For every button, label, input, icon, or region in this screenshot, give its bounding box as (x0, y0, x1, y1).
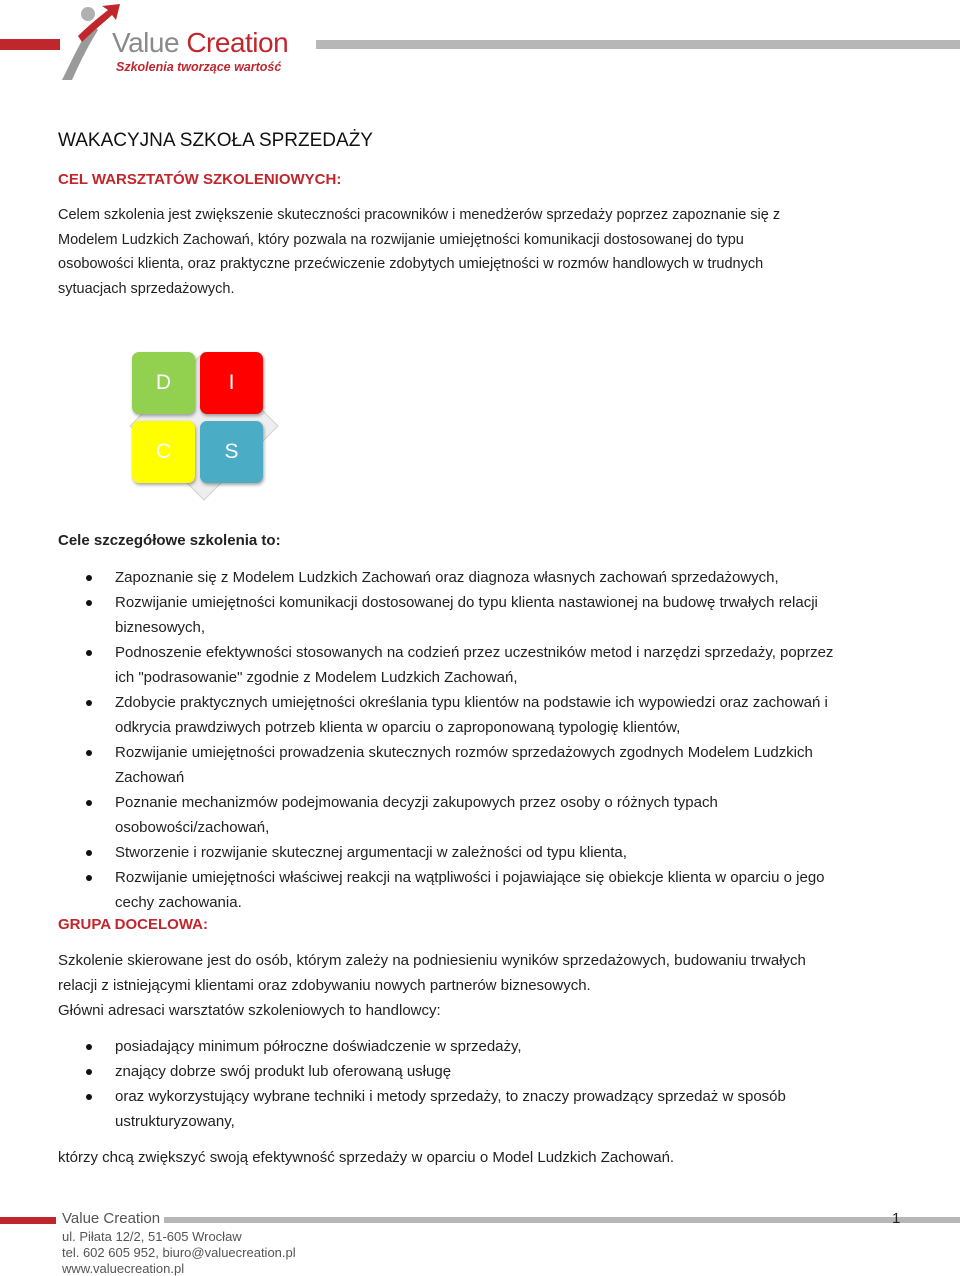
list-item (58, 565, 908, 590)
disc-i-quadrant (200, 352, 263, 414)
list-item (58, 740, 908, 790)
list-item-text: ich "podrasowanie" zgodnie z Modelem Ludzkich Zachowań, (115, 669, 518, 686)
list-item-text: znający dobrze swój produkt lub oferowaną usługę (115, 1063, 452, 1080)
bullet-icon (86, 850, 92, 856)
bullet-icon (86, 1094, 92, 1100)
list-item (58, 640, 908, 690)
footer-gray-bar (164, 1217, 960, 1223)
list-item-text: Rozwijanie umiejętności komunikacji dostosowanej do typu klienta nastawionej na budowę trwałych relacji (115, 594, 818, 611)
list-item-text: posiadający minimum półroczne doświadczenie w sprzedaży, (115, 1038, 522, 1055)
disc-s-label: S (224, 440, 239, 463)
logo-wordmark (112, 26, 288, 60)
target-paragraph (58, 948, 928, 1023)
bullet-icon (86, 650, 92, 656)
bullet-icon (86, 1069, 92, 1075)
footer-contact[interactable]: tel. 602 605 952, biuro@valuecreation.pl (62, 1245, 296, 1260)
list-item (58, 690, 908, 740)
footer-accent-bar (0, 1217, 56, 1224)
list-item (58, 590, 908, 640)
list-item-text: Poznanie mechanizmów podejmowania decyzji zakupowych przez osoby o różnych typach (115, 794, 718, 811)
list-item-text: Zdobycie praktycznych umiejętności określania typu klientów na podstawie ich wypowiedzi oraz zachowań i (115, 694, 828, 711)
list-item (58, 840, 908, 865)
footer-address: ul. Piłata 12/2, 51-605 Wrocław (62, 1229, 242, 1244)
list-item-text: Zapoznanie się z Modelem Ludzkich Zachowań oraz diagnoza własnych zachowań sprzedażowych, (115, 569, 779, 586)
list-item-text: odkrycia prawdziwych potrzeb klienta w oparciu o zaproponowaną typologię klientów, (115, 719, 681, 736)
bullet-icon (86, 575, 92, 581)
bullet-icon (86, 800, 92, 806)
target-heading: GRUPA DOCELOWA: (58, 916, 208, 933)
logo-tagline: Szkolenia tworzące wartość (116, 60, 282, 74)
disc-s-quadrant (200, 421, 263, 483)
list-item-text: Zachowań (115, 769, 185, 786)
disc-c-quadrant (132, 421, 195, 483)
footer-website-link[interactable]: www.valuecreation.pl (62, 1261, 185, 1276)
disc-i-label: I (228, 371, 235, 394)
disc-d-quadrant (132, 352, 195, 414)
goal-line: osobowości klienta, oraz praktyczne przećwiczenie zdobytych umiejętności w rozmów handlowych w trudnych (58, 256, 764, 272)
logo-word-value: Value (112, 27, 187, 58)
list-item (58, 1084, 908, 1134)
goal-line: Celem szkolenia jest zwiększenie skuteczności pracowników i menedżerów sprzedaży poprzez zapoznanie się z (58, 207, 781, 223)
list-item-text: osobowości/zachowań, (115, 819, 270, 836)
list-item-text: oraz wykorzystujący wybrane techniki i metody sprzedaży, to znaczy prowadzący sprzedaż w sposób (115, 1088, 786, 1105)
footer-brand: Value Creation (62, 1210, 161, 1227)
list-item-text: ustrukturyzowany, (115, 1113, 235, 1130)
list-item-text: Stworzenie i rozwijanie skutecznej argumentacji w zależności od typu klienta, (115, 844, 627, 861)
list-item (58, 790, 908, 840)
target-line: Szkolenie skierowane jest do osób, którym zależy na podniesieniu wyników sprzedażowych, budowaniu trwałych (58, 952, 806, 969)
goal-heading: CEL WARSZTATÓW SZKOLENIOWYCH: (58, 171, 342, 188)
disc-diagram (128, 350, 280, 502)
goal-line: Modelem Ludzkich Zachowań, który pozwala na rozwijanie umiejętności komunikacji dostosowanej do typu (58, 231, 744, 248)
goal-paragraph (58, 203, 918, 301)
bullet-icon (86, 750, 92, 756)
objectives-heading: Cele szczegółowe szkolenia to: (58, 532, 281, 549)
header-gray-bar (316, 40, 960, 49)
list-item-text: Podnoszenie efektywności stosowanych na codzień przez uczestników metod i narzędzi sprzedaży, poprzez (115, 644, 834, 661)
bullet-icon (86, 600, 92, 606)
objectives-list (58, 565, 908, 915)
list-item-text: Rozwijanie umiejętności prowadzenia skutecznych rozmów sprzedażowych zgodnych Modelem Ludzkich (115, 744, 813, 761)
bullet-icon (86, 700, 92, 706)
list-item (58, 1034, 908, 1059)
header-accent-bar (0, 39, 60, 50)
list-item-text: Rozwijanie umiejętności właściwej reakcji na wątpliwości i pojawiające się obiekcje klienta w oparciu o jego (115, 869, 825, 886)
bullet-icon (86, 875, 92, 881)
bullet-icon (86, 1044, 92, 1050)
target-line: relacji z istniejącymi klientami oraz zdobywaniu nowych partnerów biznesowych. (58, 977, 591, 994)
list-item-text: cechy zachowania. (115, 894, 242, 911)
disc-d-label: D (155, 371, 172, 394)
closing-text: którzy chcą zwiększyć swoją efektywność sprzedaży w oparciu o Model Ludzkich Zachowań. (58, 1149, 675, 1166)
list-item (58, 865, 908, 915)
disc-c-label: C (155, 440, 172, 463)
list-item-text: biznesowych, (115, 619, 206, 636)
page-number: 1 (892, 1210, 901, 1227)
audience-list (58, 1034, 908, 1134)
list-item (58, 1059, 908, 1084)
goal-line: sytuacjach sprzedażowych. (58, 280, 235, 297)
target-line: Główni adresaci warsztatów szkoleniowych to handlowcy: (58, 1002, 441, 1019)
page-title: WAKACYJNA SZKOŁA SPRZEDAŻY (58, 130, 373, 151)
logo-word-creation: Creation (186, 27, 289, 58)
